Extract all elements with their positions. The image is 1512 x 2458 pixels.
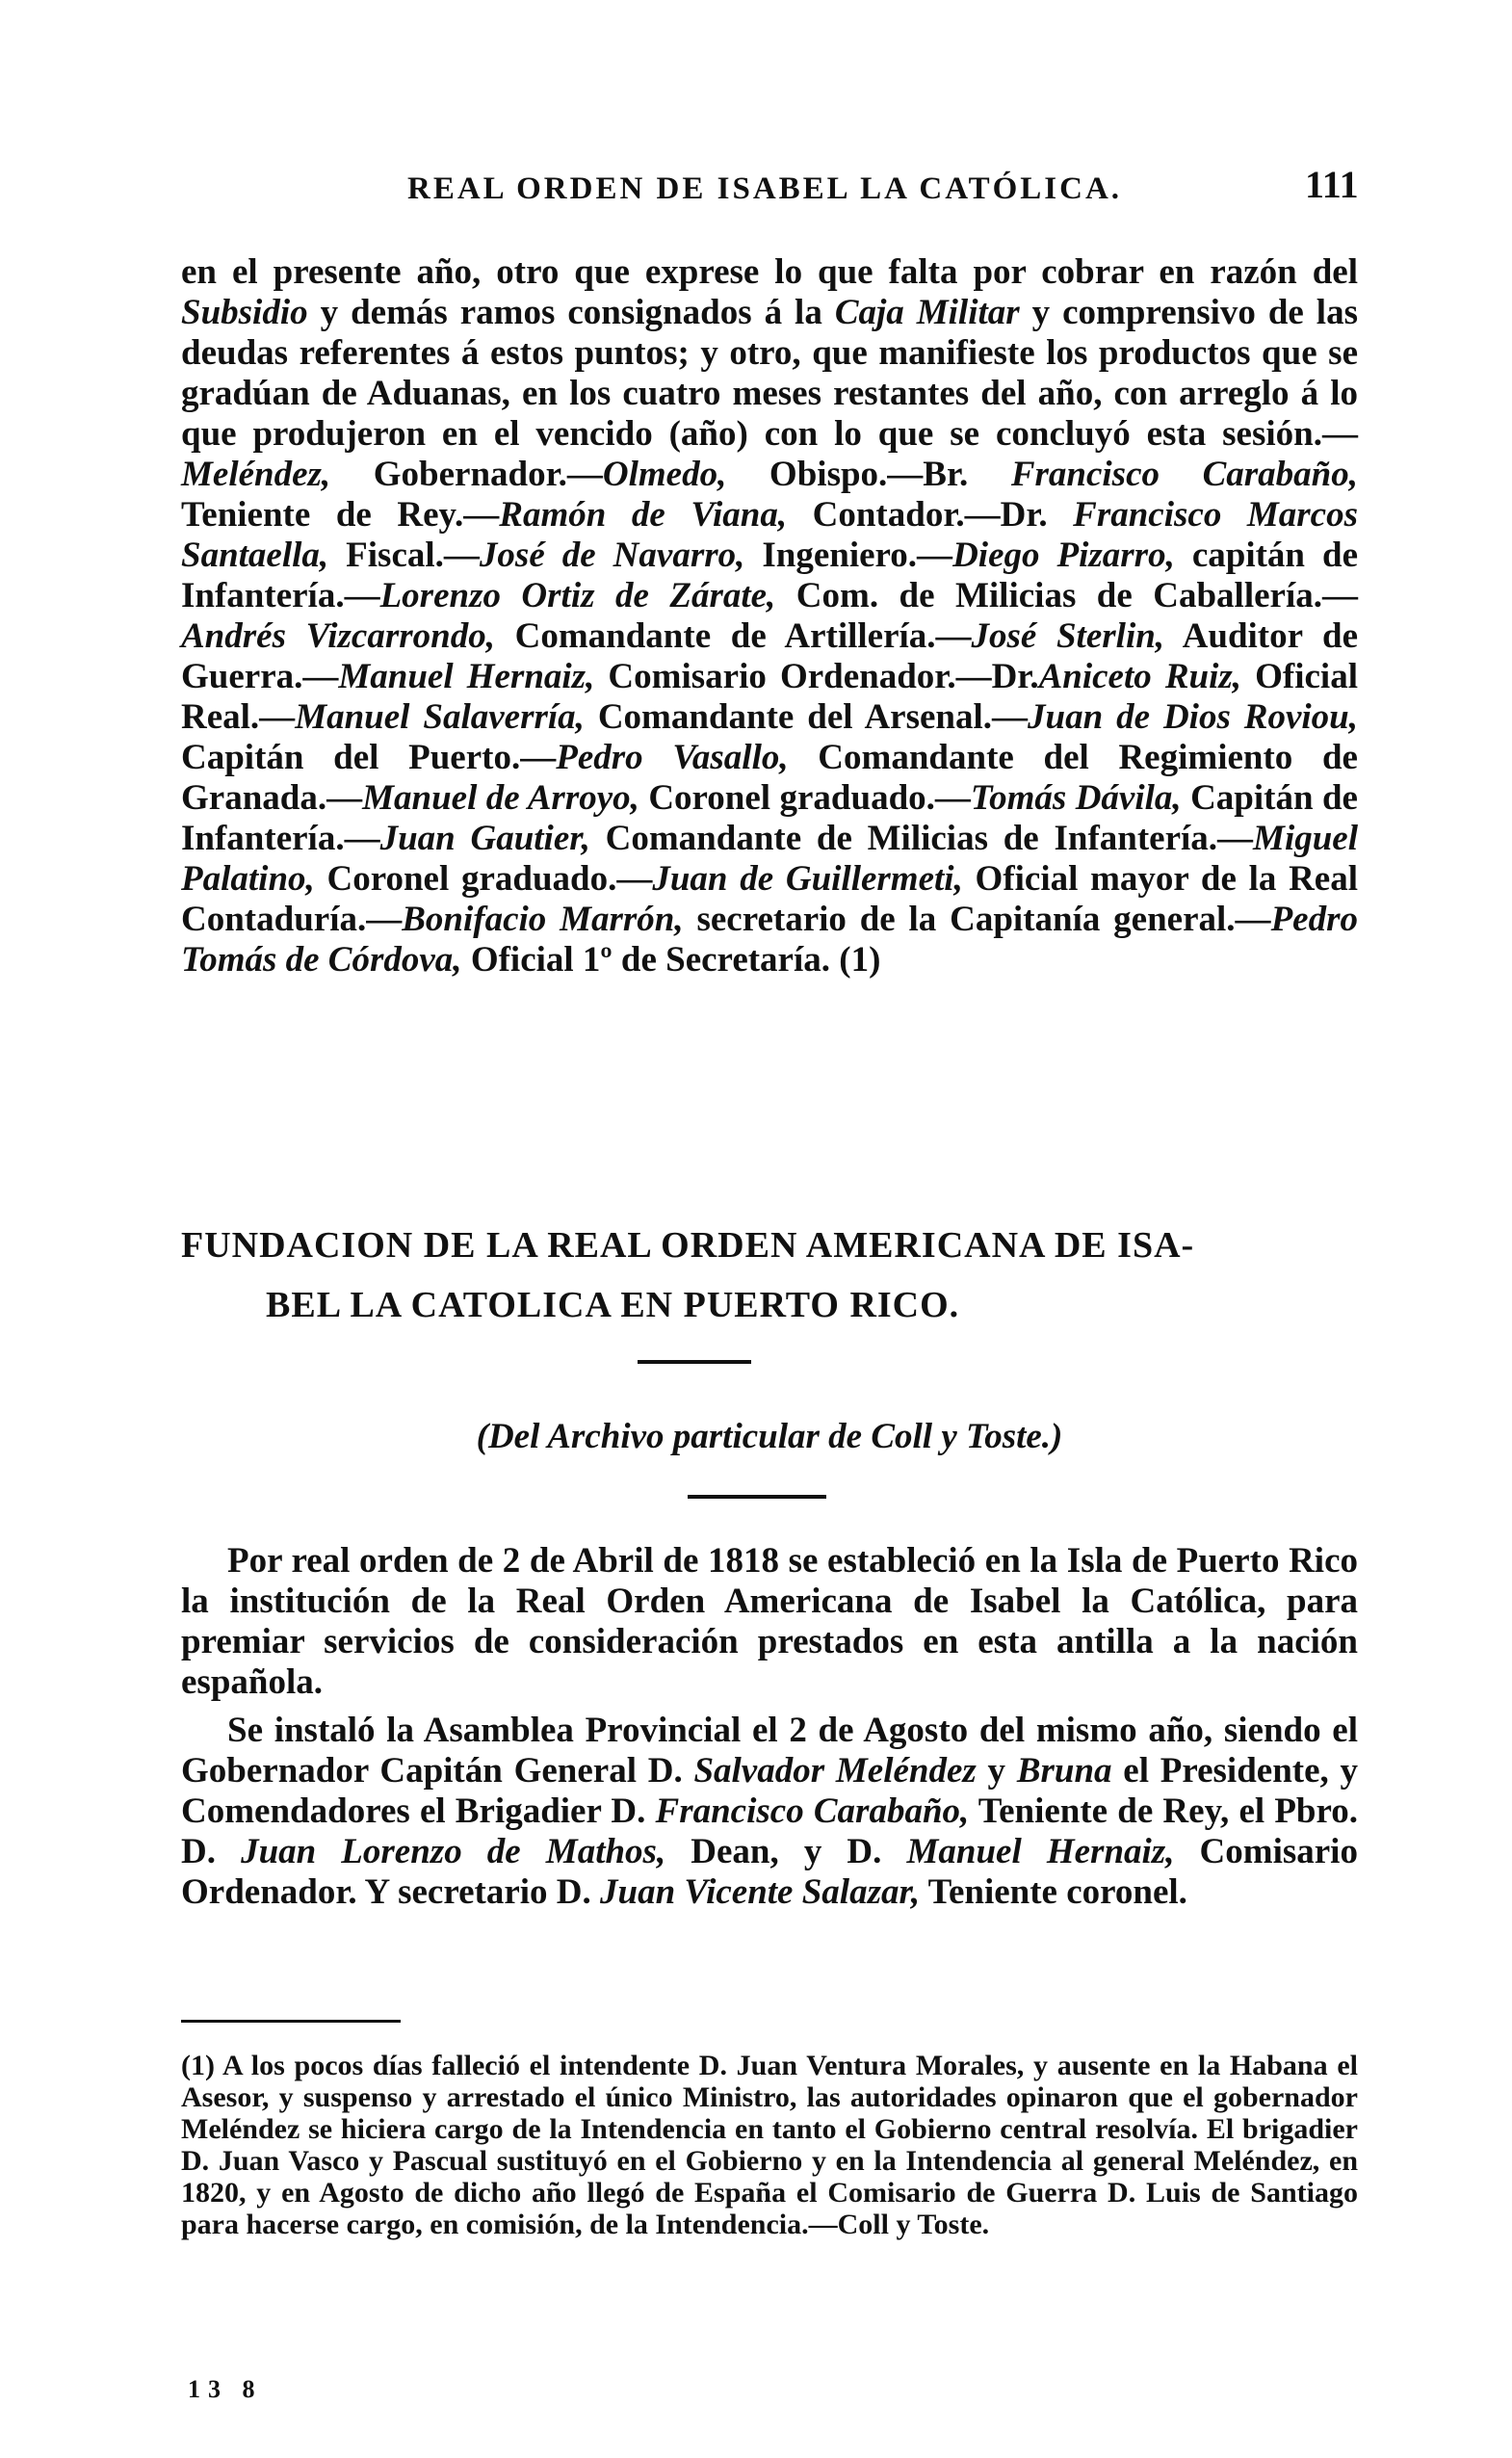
text-run: Teniente de Rey.— (181, 495, 500, 535)
italic-name-run: Ramón de Viana, (499, 495, 788, 535)
text-run: secretario de la Capitanía general.— (683, 900, 1271, 939)
text-run: Gobernador.— (330, 455, 603, 494)
italic-name-run: Juan de Dios Roviou, (1028, 697, 1359, 737)
italic-name-run: José de Navarro, (479, 536, 745, 575)
text-run: Com. de Milicias de Caballería.— (775, 576, 1358, 615)
source-rule (688, 1495, 826, 1499)
italic-name-run: Tomás Dávila, (970, 778, 1182, 818)
text-run: Comisario Ordenador.—Dr. (594, 657, 1039, 696)
footnote: (1) A los pocos días falleció el intendente D. Juan Ventura Morales, y ausente en la Habana el Asesor, y suspenso y arrestado el único Ministro, las autoridades opinaron que el gobernador Meléndez se hiciera cargo de la Intendencia en tanto el Gobierno central resolvía. El brigadier D. Juan Vasco y Pascual sustituyó en el Gobierno y en la Intendencia al general Meléndez, en 1820, y en Agosto de dicho año llegó de España el Comisario de Guerra D. Luis de Santiago para hacerse cargo, en comisión, de la Intendencia.—Coll y Toste. (181, 2050, 1358, 2240)
body-paragraph-2 (181, 1711, 1358, 1913)
body-text (181, 1541, 1358, 1913)
italic-name-run: Caja Militar (834, 293, 1020, 332)
italic-name-run: Manuel Hernaiz, (338, 657, 595, 696)
text-run: Auditor de Guerra.— (181, 616, 1359, 696)
text-run: Teniente coronel. (920, 1872, 1187, 1912)
text-run: Teniente de Rey, el Pbro. D. (181, 1791, 1359, 1871)
italic-name-run: Manuel de Arroyo, (362, 778, 639, 818)
text-run: y comprensivo de las deudas referentes á estos puntos; y otro, que manifieste los productos que se gradúan de Aduanas, en los cuatro meses restantes del año, con arreglo á lo que produjeron en el vencido (año) con lo que se concluyó esta sesión.— (181, 293, 1358, 454)
text-run: Obispo.—Br. (726, 455, 1011, 494)
text-run: el Presidente, y Comendadores el Brigadier D. (181, 1751, 1359, 1831)
signature-mark: 13 8 (188, 2375, 263, 2403)
text-run: y demás ramos consignados á la (307, 293, 835, 332)
text-run: Dean, y D. (665, 1832, 907, 1871)
italic-name-run: Subsidio (181, 293, 308, 332)
italic-name-run: Juan Gautier, (379, 819, 590, 858)
italic-name-run: Pedro Vasallo, (556, 738, 789, 777)
italic-name-run: Diego Pizarro, (952, 536, 1175, 575)
italic-name-run: Juan de Guillermeti, (652, 859, 963, 899)
text-run: Comisario Ordenador. Y secretario D. (181, 1832, 1358, 1912)
italic-name-run: Juan Lorenzo de Mathos, (241, 1832, 666, 1871)
italic-name-run: Francisco Marcos Santaella, (181, 495, 1359, 575)
italic-name-run: Bruna (1016, 1751, 1112, 1791)
italic-name-run: Pedro Tomás de Córdova, (181, 900, 1358, 980)
section-heading-line1: FUNDACION DE LA REAL ORDEN AMERICANA DE ISA- (181, 1225, 1195, 1266)
page-number: 111 (1305, 163, 1359, 206)
text-run: Comandante de Artillería.— (494, 616, 972, 656)
text-run: Oficial 1º de Secretaría. (1) (461, 940, 881, 980)
italic-name-run: Miguel Palatino, (181, 819, 1359, 899)
body-paragraph-1: Por real orden de 2 de Abril de 1818 se estableció en la Isla de Puerto Rico la institución de la Real Orden Americana de Isabel la Católica, para premiar servicios de consideración prestados en esta antilla a la nación española. (181, 1541, 1358, 1702)
continuation-text (181, 252, 1358, 981)
text-run: Capitán del Puerto.— (181, 738, 557, 777)
italic-name-run: Juan Vicente Salazar, (600, 1872, 921, 1912)
italic-name-run: Salvador Meléndez (693, 1751, 977, 1791)
text-run: Fiscal.— (328, 536, 480, 575)
italic-name-run: Lorenzo Ortiz de Zárate, (379, 576, 776, 615)
text-run: Se instaló la Asamblea Provincial el 2 de Agosto del mismo año, siendo el Gobernador Capitán General D. (181, 1711, 1358, 1791)
section-heading (181, 1216, 1366, 1335)
text-run: Coronel graduado.— (314, 859, 653, 899)
italic-name-run: Manuel Salaverría, (295, 697, 585, 737)
heading-rule (638, 1360, 751, 1364)
italic-name-run: José Sterlin, (971, 616, 1165, 656)
text-run: Oficial Real.— (181, 657, 1358, 737)
footnote-rule (181, 2020, 401, 2023)
text-run: Oficial mayor de la Real Contaduría.— (181, 859, 1358, 939)
italic-name-run: Olmedo, (602, 455, 727, 494)
text-run: Coronel graduado.— (639, 778, 971, 818)
italic-name-run: Aniceto Ruiz, (1038, 657, 1242, 696)
italic-name-run: Andrés Vizcarrondo, (181, 616, 495, 656)
text-run: Ingeniero.— (744, 536, 953, 575)
text-run: capitán de Infantería.— (181, 536, 1359, 615)
italic-name-run: Manuel Hernaiz, (906, 1832, 1175, 1871)
text-run: Capitán de Infantería.— (181, 778, 1358, 858)
italic-name-run: Meléndez, (181, 455, 331, 494)
italic-name-run: Bonifacio Marrón, (402, 900, 684, 939)
text-run: Comandante de Milicias de Infantería.— (589, 819, 1254, 858)
section-heading-line2: BEL LA CATOLICA EN PUERTO RICO. (266, 1285, 960, 1325)
italic-name-run: Francisco Carabaño, (1010, 455, 1358, 494)
text-run: Comandante del Regimiento de Granada.— (181, 738, 1358, 818)
source-line: (Del Archivo particular de Coll y Toste.) (476, 1417, 1063, 1456)
running-head: REAL ORDEN DE ISABEL LA CATÓLICA. (407, 171, 1123, 206)
text-run: Contador.—Dr. (787, 495, 1074, 535)
continuation-paragraph (181, 252, 1358, 981)
text-run: y (976, 1751, 1017, 1791)
text-run: Comandante del Arsenal.— (584, 697, 1029, 737)
italic-name-run: Francisco Carabaño, (655, 1791, 970, 1831)
text-run: en el presente año, otro que exprese lo que falta por cobrar en razón del (181, 252, 1358, 292)
